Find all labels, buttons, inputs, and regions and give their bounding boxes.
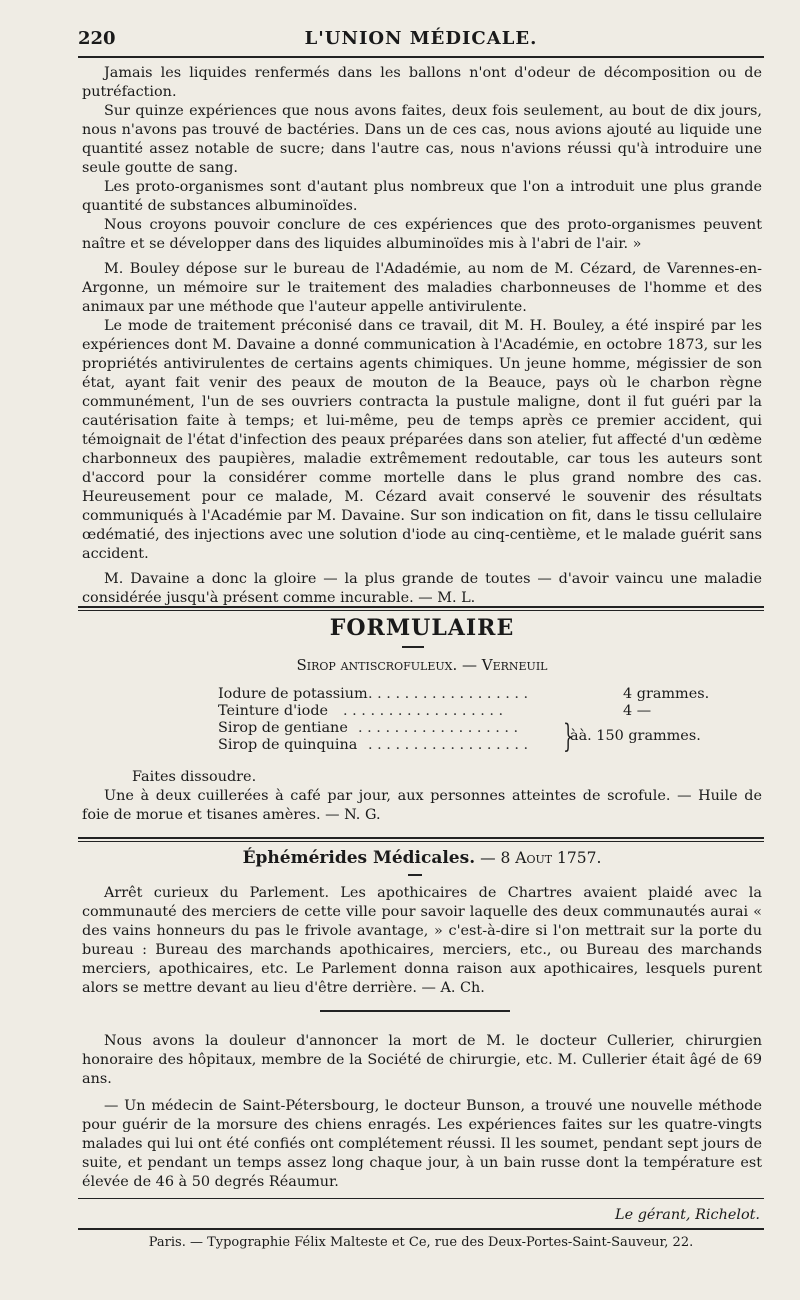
title-dash xyxy=(408,874,422,876)
paragraph: Jamais les liquides renfermés dans les ballons n'ont d'odeur de décomposition ou de putréfaction. xyxy=(82,65,762,100)
usage-paragraph: Une à deux cuillerées à café par jour, aux personnes atteintes de scrofule. — Huile de foie de morue et tisanes amères. — N. G. xyxy=(82,788,762,823)
paragraph: M. Bouley dépose sur le bureau de l'Adadémie, au nom de M. Cézard, de Varennes-en-Argonne, un mémoire sur le traitement des maladies charbonneuses de l'homme et des animaux par une méthode que l'auteur appelle antivirulente. xyxy=(82,261,762,315)
leader-dots: . . . . . . . . . . . . . . . . . . xyxy=(358,720,519,736)
header-rule xyxy=(78,56,764,58)
leader-dots: . . . . . . . . . . . . . . . . . . xyxy=(343,703,504,719)
shared-quantity: àà. 150 grammes. xyxy=(570,728,701,744)
ephemerides-title xyxy=(82,848,762,868)
formulaire-notes xyxy=(82,768,762,825)
ephemerides-heading: Éphémérides Médicales. xyxy=(242,848,476,868)
news-text xyxy=(82,1032,762,1192)
section-rule-thin xyxy=(78,610,764,611)
paragraph: Nous avons la douleur d'annoncer la mort de M. le docteur Cullerier, chirurgien honoraire des hôpitaux, membre de la Société de chirurgie, etc. M. Cullerier était âgé de 69 ans. xyxy=(82,1033,762,1087)
section-academy-text xyxy=(82,64,762,608)
grouping-brace: } xyxy=(563,717,574,755)
paragraph: M. Davaine a donc la gloire — la plus grande de toutes — d'avoir vaincu une maladie considérée jusqu'à présent comme incurable. — M. L. xyxy=(82,571,762,606)
paragraph: Arrêt curieux du Parlement. Les apothicaires de Chartres avaient plaidé avec la communauté des merciers de cette ville pour savoir laquelle des deux communautés aurai « des vains honneurs du pas le frivole avantage, » c'est-à-dire si l'on mettrait sur la porte du bureau : Bureau des marchands apothicaires, merciers, etc., ou Bureau des marchands merciers, apothicaires, etc. Le Parlement donna raison aux apothicaires, lesquels purent alors se mettre devant au lieu d'être derrière. — A. Ch. xyxy=(82,885,762,996)
ingredient-qty: 4 grammes. xyxy=(623,686,710,702)
ingredient-name: Sirop de gentiane xyxy=(218,720,348,736)
paragraph: Le mode de traitement préconisé dans ce travail, dit M. H. Bouley, a été inspiré par les expériences dont M. Davaine a donné communication à l'Académie, en octobre 1873, sur les propriétés antivirulentes de certains agents chimiques. Un jeune homme, mégissier de son état, ayant fait venir des peaux de mouton de la Beauce, pays où le charbon règne communément, l'un de ses ouvriers contracta la pustule maligne, dont il fut guéri par la cautérisation faite à temps; et lui-même, peu de temps après ce premier accident, qui témoignait de l'état d'infection des peaux préparées dans son atelier, fut affecté d'un œdème charbonneux des paupières, maladie extrêmement redoutable, car tous les auteurs sont d'accord pour la considérer comme mortelle dans le plus grand nombre des cas. Heureusement pour ce malade, M. Cézard avait conservé le souvenir des résultats communiqués à l'Académie par M. Davaine. Sur son indication on fit, dans le tissu cellulaire œdématié, des injections avec une solution d'iode au cinq-centième, et le malade guérit sans accident. xyxy=(82,318,762,562)
ingredient-name: Sirop de quinquina xyxy=(218,737,358,753)
signature: Le gérant, Richelot. xyxy=(615,1207,760,1223)
separator-rule xyxy=(320,1010,510,1012)
ingredient-name: Teinture d'iode xyxy=(218,703,329,719)
footer-rule xyxy=(78,1228,764,1230)
recipe-title: Sirop antiscrofuleux. — Verneuil xyxy=(296,656,548,674)
ephemerides-date: — 8 Aout 1757. xyxy=(480,849,602,867)
instruction: Faites dissoudre. xyxy=(132,769,257,785)
journal-title: L'UNION MÉDICALE. xyxy=(304,28,538,49)
paragraph: Sur quinze expériences que nous avons faites, deux fois seulement, au bout de dix jours, nous n'avons pas trouvé de bactéries. Dans un de ces cas, nous avions ajouté au liquide une quantité assez notable de sucre; dans l'autre cas, nous n'avions réussi qu'à introduire une seule goutte de sang. xyxy=(82,103,762,176)
ingredient-row xyxy=(218,686,718,703)
ingredient-list xyxy=(218,686,718,754)
section-rule-thin xyxy=(78,841,764,842)
ephemerides-text xyxy=(82,884,762,998)
section-rule xyxy=(78,837,764,839)
section-rule xyxy=(78,606,764,608)
printer-imprint: Paris. — Typographie Félix Malteste et Ce, rue des Deux-Portes-Saint-Sauveur, 22. xyxy=(148,1235,694,1250)
page-number: 220 xyxy=(78,28,116,49)
title-dash xyxy=(402,646,424,648)
leader-dots: . . . . . . . . . . . . . . . . . . xyxy=(368,737,529,753)
document-page xyxy=(68,22,764,1278)
formulaire-title: FORMULAIRE xyxy=(329,615,515,641)
ingredient-name: Iodure de potassium xyxy=(218,686,368,702)
ingredient-qty: 4 — xyxy=(623,703,652,719)
footer-rule xyxy=(78,1198,764,1199)
ingredient-row xyxy=(218,703,718,720)
paragraph: Nous croyons pouvoir conclure de ces expériences que des proto-organismes peuvent naître et se développer dans des liquides albuminoïdes mis à l'abri de l'air. » xyxy=(82,217,762,252)
leader-dots: . . . . . . . . . . . . . . . . . . xyxy=(368,686,529,702)
paragraph: — Un médecin de Saint-Pétersbourg, le docteur Bunson, a trouvé une nouvelle méthode pour guérir de la morsure des chiens enragés. Les expériences faites sur les quatre-vingts malades qui lui ont été confiés ont complétement réussi. Il les soumet, pendant sept jours de suite, et pendant un temps assez long chaque jour, à un bain russe dont la température est élevée de 46 à 50 degrés Réaumur. xyxy=(82,1098,762,1190)
paragraph: Les proto-organismes sont d'autant plus nombreux que l'on a introduit une plus grande quantité de substances albuminoïdes. xyxy=(82,179,762,214)
page-header xyxy=(78,28,764,54)
